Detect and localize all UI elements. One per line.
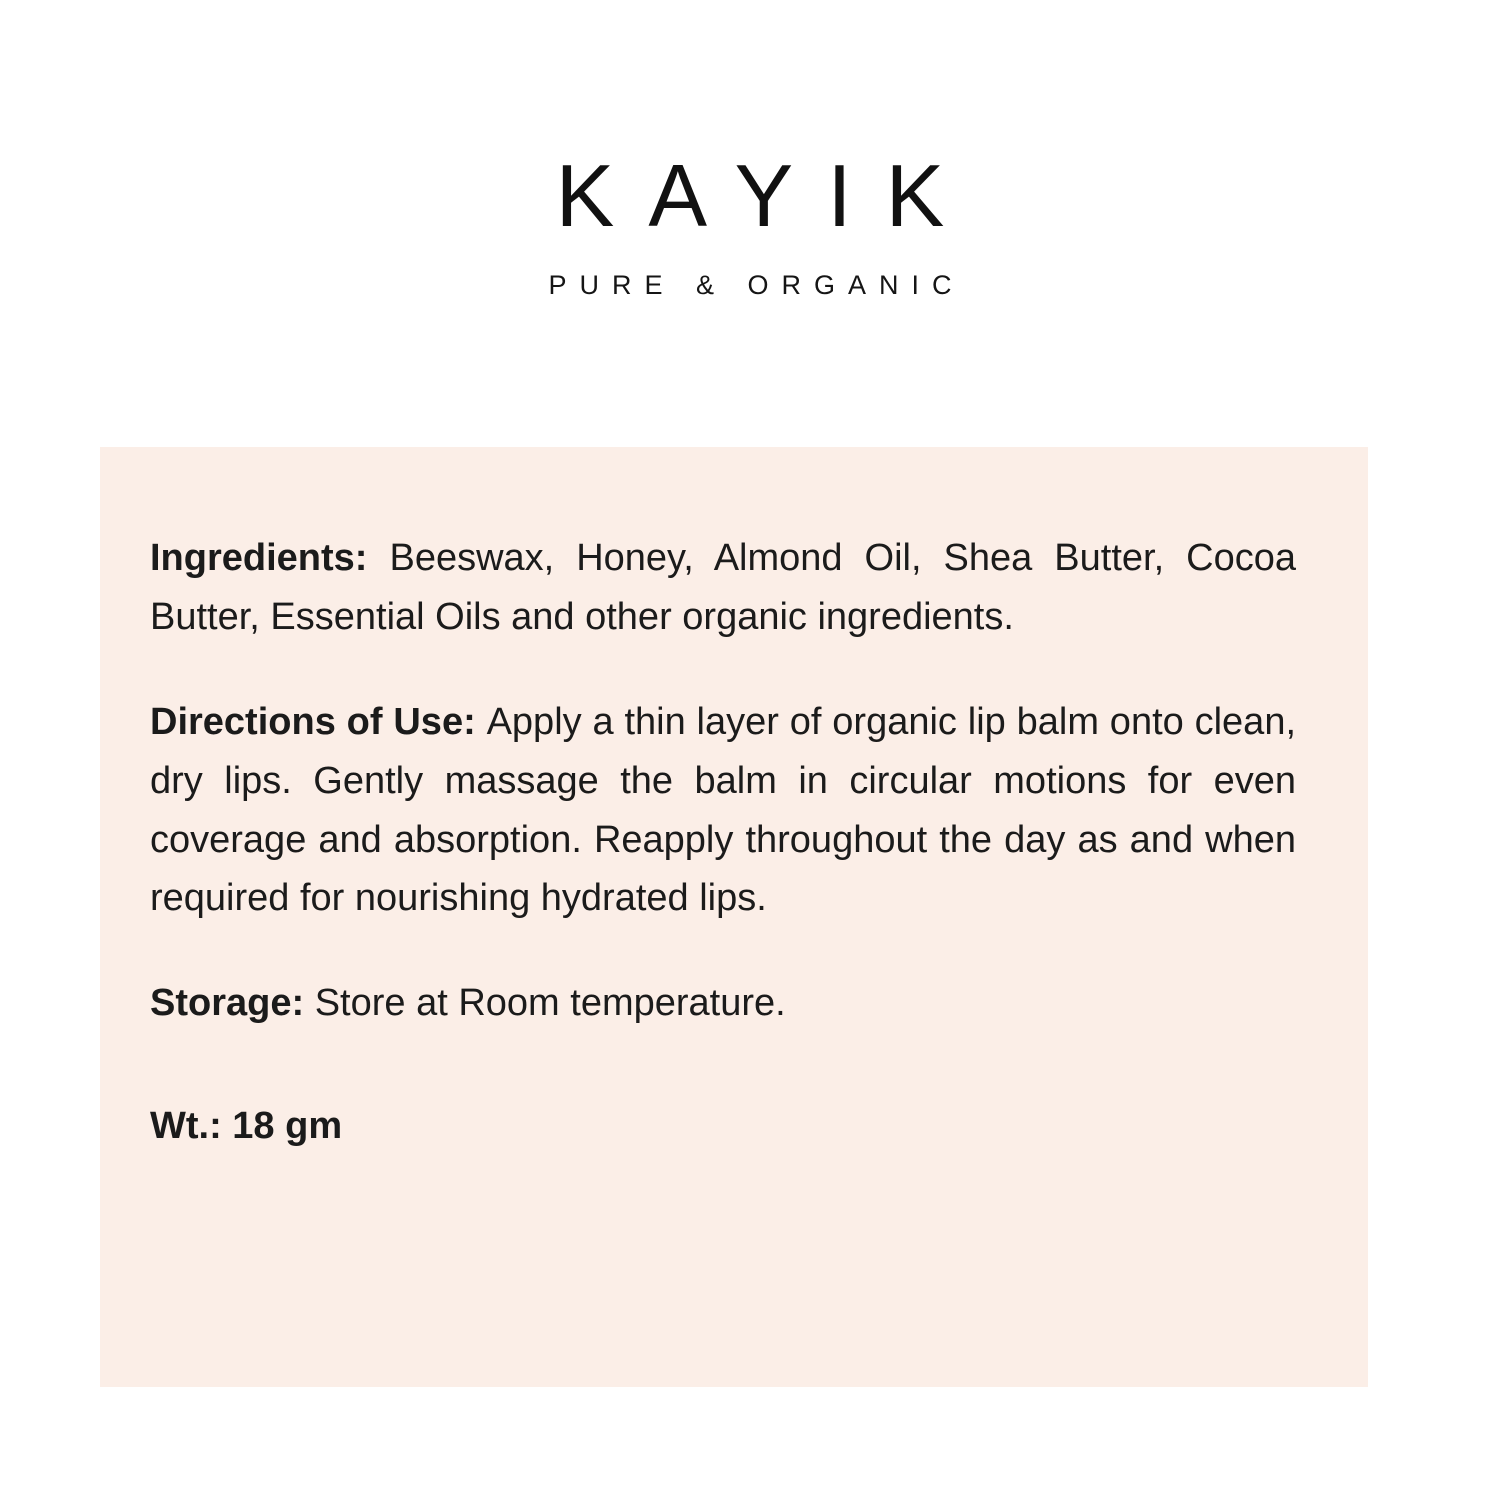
ingredients-paragraph bbox=[150, 529, 1296, 647]
spacer bbox=[150, 1079, 1296, 1105]
storage-paragraph bbox=[150, 974, 1296, 1033]
directions-text: Apply a thin layer of organic lip balm onto clean, dry lips. Gently massage the balm in circular motions for even coverage and absorption. Reapply throughout the day as and when required for nourishing hydrated lips. bbox=[150, 700, 1297, 920]
directions-label: Directions of Use: bbox=[150, 700, 487, 743]
storage-label: Storage: bbox=[150, 982, 315, 1025]
product-info-panel bbox=[100, 447, 1368, 1387]
brand-tagline: PURE & ORGANIC bbox=[548, 270, 965, 301]
directions-paragraph bbox=[150, 693, 1296, 929]
brand-name: KAYIK bbox=[555, 146, 979, 245]
ingredients-label: Ingredients: bbox=[150, 537, 390, 579]
ingredients-text: Beeswax, Honey, Almond Oil, Shea Butter, Cocoa Butter, Essential Oils and other organic ingredients. bbox=[150, 537, 1296, 638]
storage-text: Store at Room temperature. bbox=[314, 982, 786, 1025]
net-weight: Wt.: 18 gm bbox=[150, 1105, 343, 1148]
brand-header bbox=[0, 146, 1500, 301]
